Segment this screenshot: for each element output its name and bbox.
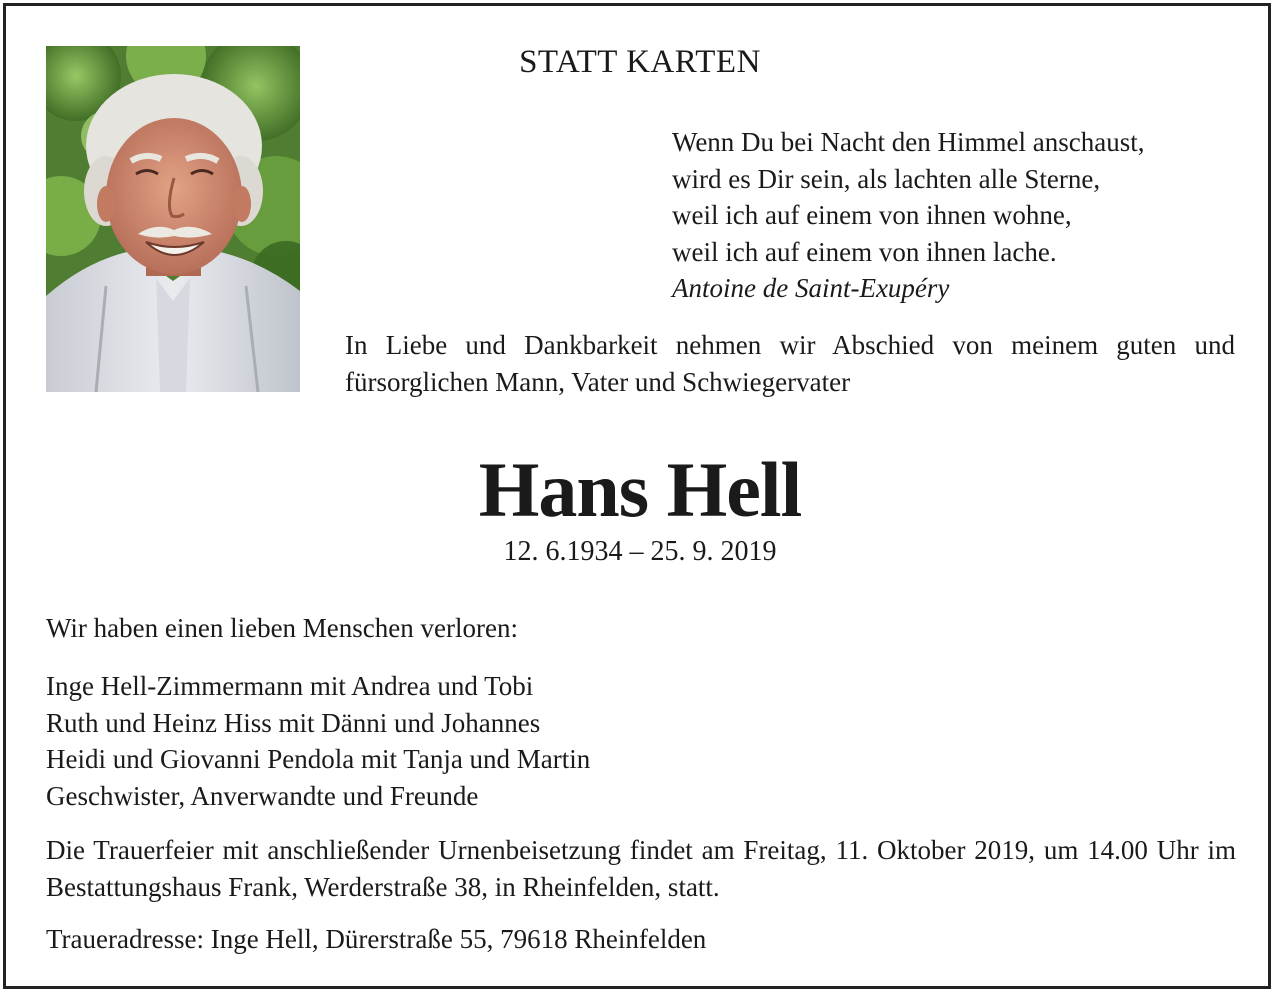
deceased-name: Hans Hell bbox=[478, 446, 802, 533]
statt-karten-label bbox=[0, 44, 1280, 81]
poem-line: weil ich auf einem von ihnen wohne, bbox=[672, 200, 1072, 230]
mourners-list bbox=[46, 668, 590, 814]
mourner-entry: Inge Hell-Zimmermann mit Andrea und Tobi bbox=[46, 671, 534, 701]
lost-statement: Wir haben einen lieben Menschen verloren: bbox=[46, 613, 518, 643]
life-dates: 12. 6.1934 – 25. 9. 2019 bbox=[503, 536, 777, 567]
portrait-photo bbox=[46, 46, 300, 392]
mourner-entry: Ruth und Heinz Hiss mit Dänni und Johannes bbox=[46, 707, 541, 738]
ceremony-details: Die Trauerfeier mit anschließender Urnenbeisetzung findet am Freitag, 11. Oktober 2019, um 14.00 Uhr im Bestattungshaus Frank, Werderstraße 38, in Rheinfelden, statt. bbox=[46, 835, 1236, 902]
poem-block bbox=[672, 124, 1252, 307]
mourner-entry: Heidi und Giovanni Pendola mit Tanja und Martin bbox=[46, 744, 591, 774]
poem-line: Wenn Du bei Nacht den Himmel anschaust, bbox=[672, 127, 1145, 157]
poem-line: wird es Dir sein, als lachten alle Sterne, bbox=[672, 163, 1101, 194]
poem-line: weil ich auf einem von ihnen lache. bbox=[672, 236, 1057, 267]
statt-karten-text: STATT KARTEN bbox=[519, 44, 761, 80]
mourning-address: Traueradresse: Inge Hell, Dürerstraße 55, 79618 Rheinfelden bbox=[46, 924, 707, 954]
farewell-intro: In Liebe und Dankbarkeit nehmen wir Abschied von meinem guten und fürsorglichen Mann, Vater und Schwiegervater bbox=[345, 330, 1235, 397]
mourner-entry: Geschwister, Anverwandte und Freunde bbox=[46, 780, 479, 811]
poem-author: Antoine de Saint-Exupéry bbox=[672, 273, 950, 303]
